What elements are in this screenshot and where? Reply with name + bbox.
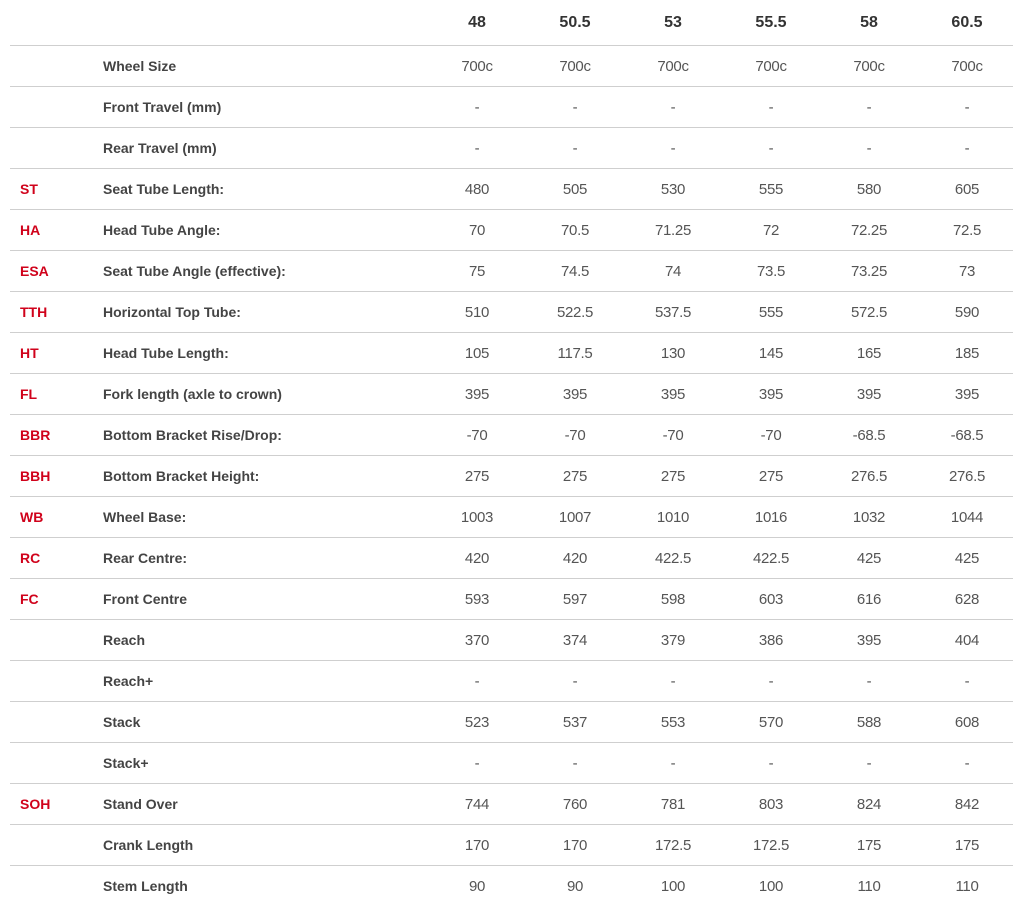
measurement-label: Reach+ [93, 661, 428, 702]
measurement-code [10, 743, 93, 784]
measurement-value: - [526, 661, 624, 702]
geometry-table-body [10, 46, 1013, 906]
table-row [10, 743, 1013, 784]
measurement-value: - [918, 128, 1013, 169]
measurement-value: 172.5 [722, 825, 820, 866]
measurement-value: 505 [526, 169, 624, 210]
measurement-label: Stack [93, 702, 428, 743]
measurement-value: 523 [428, 702, 526, 743]
measurement-value: 480 [428, 169, 526, 210]
measurement-value: 74.5 [526, 251, 624, 292]
measurement-code: ESA [10, 251, 93, 292]
measurement-code [10, 702, 93, 743]
measurement-value: 530 [624, 169, 722, 210]
measurement-value: 700c [526, 46, 624, 87]
measurement-code [10, 661, 93, 702]
measurement-code [10, 128, 93, 169]
measurement-code [10, 866, 93, 906]
measurement-value: - [820, 128, 918, 169]
table-row [10, 661, 1013, 702]
measurement-value: - [722, 87, 820, 128]
measurement-value: - [820, 87, 918, 128]
measurement-value: - [722, 743, 820, 784]
measurement-value: 73 [918, 251, 1013, 292]
measurement-value: 608 [918, 702, 1013, 743]
measurement-value: 553 [624, 702, 722, 743]
measurement-value: 1003 [428, 497, 526, 538]
measurement-value: 73.5 [722, 251, 820, 292]
measurement-code: SOH [10, 784, 93, 825]
measurement-value: - [428, 743, 526, 784]
measurement-label: Wheel Size [93, 46, 428, 87]
measurement-value: 395 [526, 374, 624, 415]
measurement-value: 420 [428, 538, 526, 579]
measurement-value: - [918, 743, 1013, 784]
measurement-value: - [624, 87, 722, 128]
measurement-value: 90 [428, 866, 526, 906]
measurement-value: 1032 [820, 497, 918, 538]
measurement-value: 537.5 [624, 292, 722, 333]
measurement-value: - [722, 128, 820, 169]
measurement-value: 130 [624, 333, 722, 374]
measurement-value: 1044 [918, 497, 1013, 538]
measurement-value: -68.5 [918, 415, 1013, 456]
measurement-value: - [624, 128, 722, 169]
table-row [10, 497, 1013, 538]
measurement-value: 593 [428, 579, 526, 620]
measurement-value: -70 [526, 415, 624, 456]
measurement-label: Stand Over [93, 784, 428, 825]
measurement-code: ST [10, 169, 93, 210]
measurement-label: Bottom Bracket Height: [93, 456, 428, 497]
measurement-value: 700c [624, 46, 722, 87]
measurement-value: 744 [428, 784, 526, 825]
measurement-value: 1010 [624, 497, 722, 538]
measurement-value: 842 [918, 784, 1013, 825]
measurement-label: Head Tube Angle: [93, 210, 428, 251]
table-row [10, 784, 1013, 825]
table-row [10, 538, 1013, 579]
measurement-code: BBR [10, 415, 93, 456]
measurement-code: RC [10, 538, 93, 579]
measurement-value: 276.5 [918, 456, 1013, 497]
measurement-value: 510 [428, 292, 526, 333]
measurement-value: 100 [722, 866, 820, 906]
measurement-value: 425 [820, 538, 918, 579]
measurement-value: 117.5 [526, 333, 624, 374]
measurement-value: 420 [526, 538, 624, 579]
measurement-code [10, 620, 93, 661]
measurement-value: 70 [428, 210, 526, 251]
measurement-value: 760 [526, 784, 624, 825]
size-header: 55.5 [722, 0, 820, 46]
measurement-value: 72.5 [918, 210, 1013, 251]
table-row [10, 251, 1013, 292]
measurement-label: Front Travel (mm) [93, 87, 428, 128]
measurement-value: 71.25 [624, 210, 722, 251]
measurement-code [10, 46, 93, 87]
measurement-value: 110 [918, 866, 1013, 906]
measurement-value: - [918, 661, 1013, 702]
measurement-label: Reach [93, 620, 428, 661]
measurement-value: -70 [722, 415, 820, 456]
measurement-code: BBH [10, 456, 93, 497]
measurement-value: 276.5 [820, 456, 918, 497]
measurement-code: FC [10, 579, 93, 620]
measurement-value: 1016 [722, 497, 820, 538]
table-row [10, 456, 1013, 497]
measurement-value: 555 [722, 292, 820, 333]
measurement-value: 100 [624, 866, 722, 906]
size-header: 50.5 [526, 0, 624, 46]
measurement-value: 598 [624, 579, 722, 620]
measurement-value: -70 [428, 415, 526, 456]
measurement-value: 172.5 [624, 825, 722, 866]
table-row [10, 702, 1013, 743]
measurement-value: 572.5 [820, 292, 918, 333]
measurement-value: 275 [624, 456, 722, 497]
measurement-value: 588 [820, 702, 918, 743]
measurement-value: - [526, 743, 624, 784]
measurement-value: 395 [624, 374, 722, 415]
measurement-code: HA [10, 210, 93, 251]
measurement-label: Head Tube Length: [93, 333, 428, 374]
measurement-value: 628 [918, 579, 1013, 620]
table-row [10, 333, 1013, 374]
measurement-value: 590 [918, 292, 1013, 333]
table-row [10, 46, 1013, 87]
measurement-code [10, 825, 93, 866]
measurement-value: 275 [428, 456, 526, 497]
measurement-value: - [526, 87, 624, 128]
measurement-value: - [624, 743, 722, 784]
measurement-label: Front Centre [93, 579, 428, 620]
measurement-value: 275 [722, 456, 820, 497]
measurement-code: FL [10, 374, 93, 415]
table-row [10, 825, 1013, 866]
size-header: 53 [624, 0, 722, 46]
size-header: 58 [820, 0, 918, 46]
measurement-value: 395 [820, 374, 918, 415]
measurement-value: - [428, 87, 526, 128]
measurement-value: - [722, 661, 820, 702]
header-code-blank [10, 0, 93, 46]
table-row [10, 579, 1013, 620]
measurement-value: -68.5 [820, 415, 918, 456]
measurement-value: 90 [526, 866, 624, 906]
measurement-label: Wheel Base: [93, 497, 428, 538]
measurement-value: 522.5 [526, 292, 624, 333]
measurement-value: 70.5 [526, 210, 624, 251]
measurement-code: WB [10, 497, 93, 538]
measurement-value: 425 [918, 538, 1013, 579]
table-row [10, 87, 1013, 128]
measurement-value: 73.25 [820, 251, 918, 292]
measurement-value: 597 [526, 579, 624, 620]
geometry-table [10, 0, 1013, 906]
measurement-value: 386 [722, 620, 820, 661]
measurement-value: 537 [526, 702, 624, 743]
measurement-label: Bottom Bracket Rise/Drop: [93, 415, 428, 456]
measurement-value: 175 [918, 825, 1013, 866]
measurement-value: 700c [722, 46, 820, 87]
measurement-value: 72 [722, 210, 820, 251]
measurement-value: 145 [722, 333, 820, 374]
measurement-value: 616 [820, 579, 918, 620]
measurement-label: Fork length (axle to crown) [93, 374, 428, 415]
measurement-value: 374 [526, 620, 624, 661]
measurement-code: TTH [10, 292, 93, 333]
measurement-value: 395 [918, 374, 1013, 415]
measurement-value: 105 [428, 333, 526, 374]
size-header: 48 [428, 0, 526, 46]
measurement-code: HT [10, 333, 93, 374]
measurement-value: 824 [820, 784, 918, 825]
measurement-label: Rear Travel (mm) [93, 128, 428, 169]
measurement-value: 422.5 [722, 538, 820, 579]
measurement-label: Stem Length [93, 866, 428, 906]
table-row [10, 866, 1013, 906]
size-header-row [10, 0, 1013, 46]
measurement-value: 603 [722, 579, 820, 620]
measurement-value: -70 [624, 415, 722, 456]
measurement-value: - [820, 743, 918, 784]
measurement-value: 803 [722, 784, 820, 825]
table-row [10, 620, 1013, 661]
size-header: 60.5 [918, 0, 1013, 46]
measurement-value: 555 [722, 169, 820, 210]
measurement-label: Rear Centre: [93, 538, 428, 579]
measurement-value: - [918, 87, 1013, 128]
table-row [10, 374, 1013, 415]
measurement-value: 170 [526, 825, 624, 866]
measurement-code [10, 87, 93, 128]
measurement-value: 422.5 [624, 538, 722, 579]
measurement-value: 72.25 [820, 210, 918, 251]
table-row [10, 292, 1013, 333]
measurement-value: 700c [918, 46, 1013, 87]
measurement-value: - [624, 661, 722, 702]
measurement-value: - [428, 128, 526, 169]
measurement-value: 185 [918, 333, 1013, 374]
measurement-value: 1007 [526, 497, 624, 538]
measurement-value: - [820, 661, 918, 702]
measurement-value: 580 [820, 169, 918, 210]
table-row [10, 210, 1013, 251]
measurement-value: - [526, 128, 624, 169]
measurement-value: 165 [820, 333, 918, 374]
table-row [10, 128, 1013, 169]
measurement-label: Seat Tube Angle (effective): [93, 251, 428, 292]
measurement-value: 74 [624, 251, 722, 292]
measurement-value: 395 [820, 620, 918, 661]
measurement-label: Seat Tube Length: [93, 169, 428, 210]
measurement-value: 700c [428, 46, 526, 87]
measurement-value: - [428, 661, 526, 702]
measurement-value: 75 [428, 251, 526, 292]
table-row [10, 169, 1013, 210]
measurement-value: 110 [820, 866, 918, 906]
measurement-label: Crank Length [93, 825, 428, 866]
measurement-value: 395 [428, 374, 526, 415]
measurement-value: 404 [918, 620, 1013, 661]
measurement-value: 605 [918, 169, 1013, 210]
measurement-value: 570 [722, 702, 820, 743]
measurement-value: 781 [624, 784, 722, 825]
measurement-label: Stack+ [93, 743, 428, 784]
measurement-value: 370 [428, 620, 526, 661]
table-row [10, 415, 1013, 456]
measurement-value: 395 [722, 374, 820, 415]
measurement-value: 275 [526, 456, 624, 497]
measurement-label: Horizontal Top Tube: [93, 292, 428, 333]
measurement-value: 170 [428, 825, 526, 866]
measurement-value: 700c [820, 46, 918, 87]
header-label-blank [93, 0, 428, 46]
measurement-value: 175 [820, 825, 918, 866]
measurement-value: 379 [624, 620, 722, 661]
